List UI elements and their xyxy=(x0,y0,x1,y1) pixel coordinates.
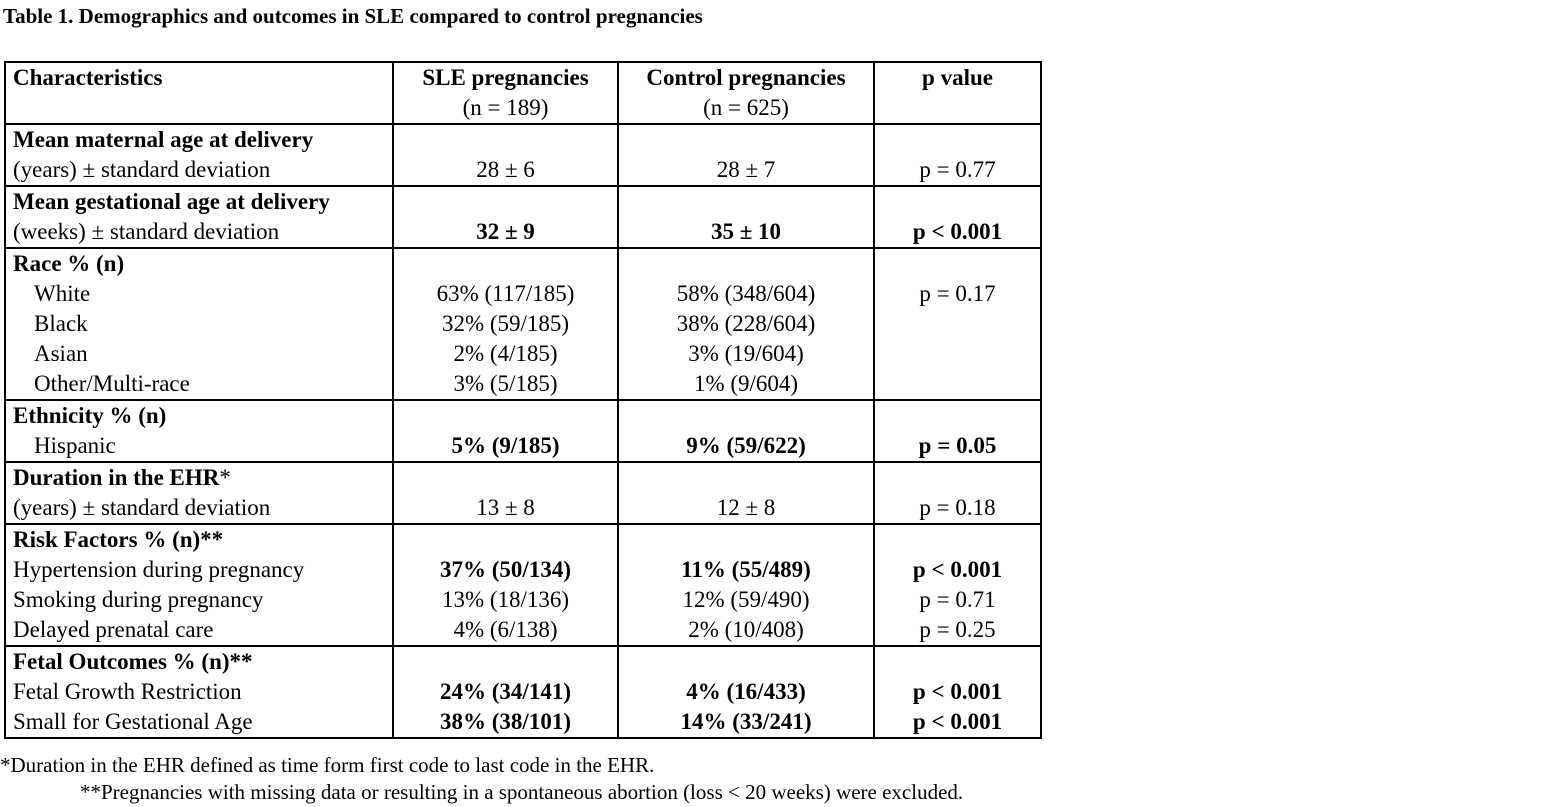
header-sle: SLE pregnancies (n = 189) xyxy=(393,62,618,124)
control-value: 58% (348/604) 38% (228/604) 3% (19/604) 1% (9/604) xyxy=(618,248,874,400)
header-characteristics: Characteristics xyxy=(5,62,393,124)
table-row-ethnicity xyxy=(5,400,1041,462)
p-value: p < 0.001 p = 0.71 p = 0.25 xyxy=(874,524,1041,646)
row-label: Ethnicity % (n) Hispanic xyxy=(5,400,393,462)
sle-value: 13 ± 8 xyxy=(393,462,618,524)
sle-value: 63% (117/185) 32% (59/185) 2% (4/185) 3% (5/185) xyxy=(393,248,618,400)
row-label: Mean maternal age at delivery (years) ± standard deviation xyxy=(5,124,393,186)
sle-value: 37% (50/134) 13% (18/136) 4% (6/138) xyxy=(393,524,618,646)
control-value: 4% (16/433) 14% (33/241) xyxy=(618,646,874,738)
header-p-value: p value xyxy=(874,62,1041,124)
footnote-duration: *Duration in the EHR defined as time form first code to last code in the EHR. xyxy=(0,753,655,777)
header-control: Control pregnancies (n = 625) xyxy=(618,62,874,124)
p-value: p < 0.001 xyxy=(874,186,1041,248)
sle-value: 28 ± 6 xyxy=(393,124,618,186)
table-row-fetal-outcomes xyxy=(5,646,1041,738)
sle-value: 5% (9/185) xyxy=(393,400,618,462)
p-value: p < 0.001 p < 0.001 xyxy=(874,646,1041,738)
row-label: Risk Factors % (n)** Hypertension during pregnancy Smoking during pregnancy Delayed prenatal care xyxy=(5,524,393,646)
p-value: p = 0.77 xyxy=(874,124,1041,186)
sle-value: 32 ± 9 xyxy=(393,186,618,248)
footnote-exclusions: **Pregnancies with missing data or resulting in a spontaneous abortion (loss < 20 weeks) were excluded. xyxy=(80,780,964,804)
table-row-risk-factors xyxy=(5,524,1041,646)
row-label: Fetal Outcomes % (n)** Fetal Growth Restriction Small for Gestational Age xyxy=(5,646,393,738)
sle-value: 24% (34/141) 38% (38/101) xyxy=(393,646,618,738)
table-row-gestational-age xyxy=(5,186,1041,248)
p-value: p = 0.18 xyxy=(874,462,1041,524)
control-value: 9% (59/622) xyxy=(618,400,874,462)
table-row-maternal-age xyxy=(5,124,1041,186)
control-value: 28 ± 7 xyxy=(618,124,874,186)
control-value: 12 ± 8 xyxy=(618,462,874,524)
row-label: Mean gestational age at delivery (weeks) ± standard deviation xyxy=(5,186,393,248)
row-label: Race % (n) White Black Asian Other/Multi-race xyxy=(5,248,393,400)
control-value: 11% (55/489) 12% (59/490) 2% (10/408) xyxy=(618,524,874,646)
table-title: Table 1. Demographics and outcomes in SLE compared to control pregnancies xyxy=(3,4,703,28)
table-row-race xyxy=(5,248,1041,400)
p-value: p = 0.17 xyxy=(874,248,1041,400)
demographics-table xyxy=(4,61,1042,739)
control-value: 35 ± 10 xyxy=(618,186,874,248)
row-label: Duration in the EHR* (years) ± standard deviation xyxy=(5,462,393,524)
header-row xyxy=(5,62,1041,124)
p-value: p = 0.05 xyxy=(874,400,1041,462)
table-row-duration xyxy=(5,462,1041,524)
